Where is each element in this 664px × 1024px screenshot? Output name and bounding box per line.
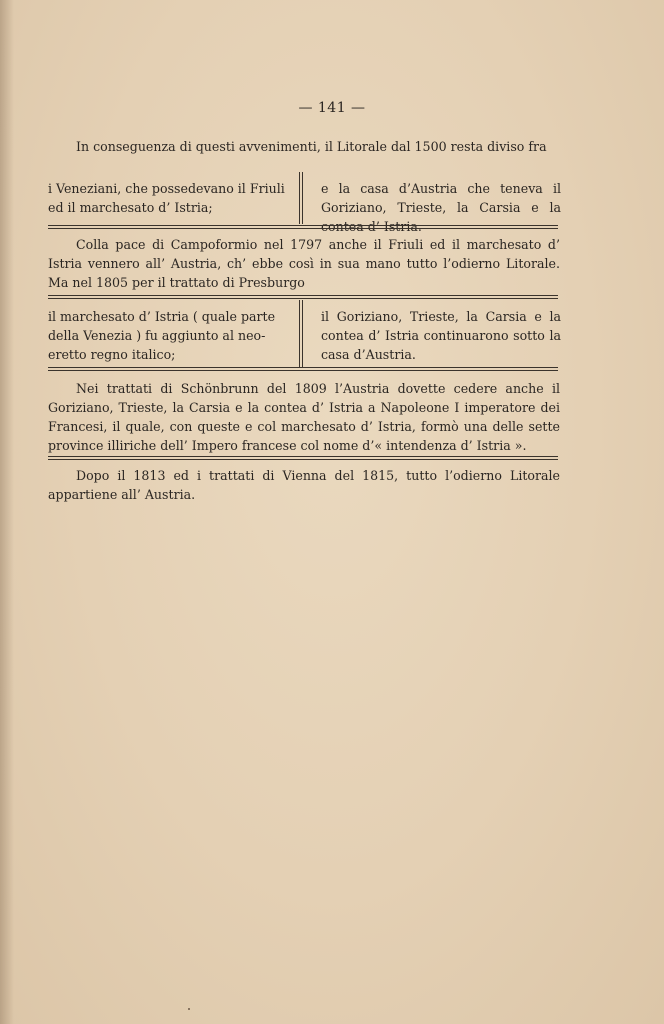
split1-left-column: i Veneziani, che possedevano il Friuli ed il marchesato d’ Istria;	[48, 181, 285, 215]
section-rule	[48, 367, 558, 371]
split2-left-column: il marchesato d’ Istria ( quale parte della Venezia ) fu aggiunto al neo-eretto regno italico;	[48, 309, 276, 362]
page-number: — 141 —	[298, 100, 366, 116]
split2-right-column: il Goriziano, Trieste, la Carsia e la contea d’ Istria continuarono sotto la casa d’Austria.	[321, 309, 561, 362]
split1-right-column: e la casa d’Austria che teneva il Goriziano, Trieste, la Carsia e la contea d’ Istria.	[321, 181, 561, 234]
section-rule	[48, 295, 558, 299]
split1-column-divider	[299, 172, 303, 224]
binding-shadow	[0, 0, 14, 1024]
paragraph-schonbrunn: Nei trattati di Schönbrunn del 1809 l’Austria dovette cedere anche il Goriziano, Trieste, la Carsia e la contea d’ Istria a Napoleone I imperatore dei Francesi, il quale, con queste e col marchesato d’ Istria, formò una delle sette province illiriche dell’ Impero francese col nome d’« intendenza d’ Istria ».	[48, 381, 560, 453]
paragraph-campoformio: Colla pace di Campoformio nel 1797 anche il Friuli ed il marchesato d’ Istria vennero all’ Austria, ch’ ebbe così in sua mano tutto l’odierno Litorale. Ma nel 1805 per il trattato di Presburgo	[48, 237, 560, 290]
intro-line: In conseguenza di questi avvenimenti, il Litorale dal 1500 resta diviso fra	[76, 139, 547, 154]
paper-speck	[188, 1008, 190, 1010]
paragraph-vienna: Dopo il 1813 ed i trattati di Vienna del 1815, tutto l’odierno Litorale appartiene all’ Austria.	[48, 468, 560, 502]
split2-column-divider	[299, 300, 303, 368]
section-rule	[48, 225, 558, 229]
section-rule	[48, 456, 558, 460]
